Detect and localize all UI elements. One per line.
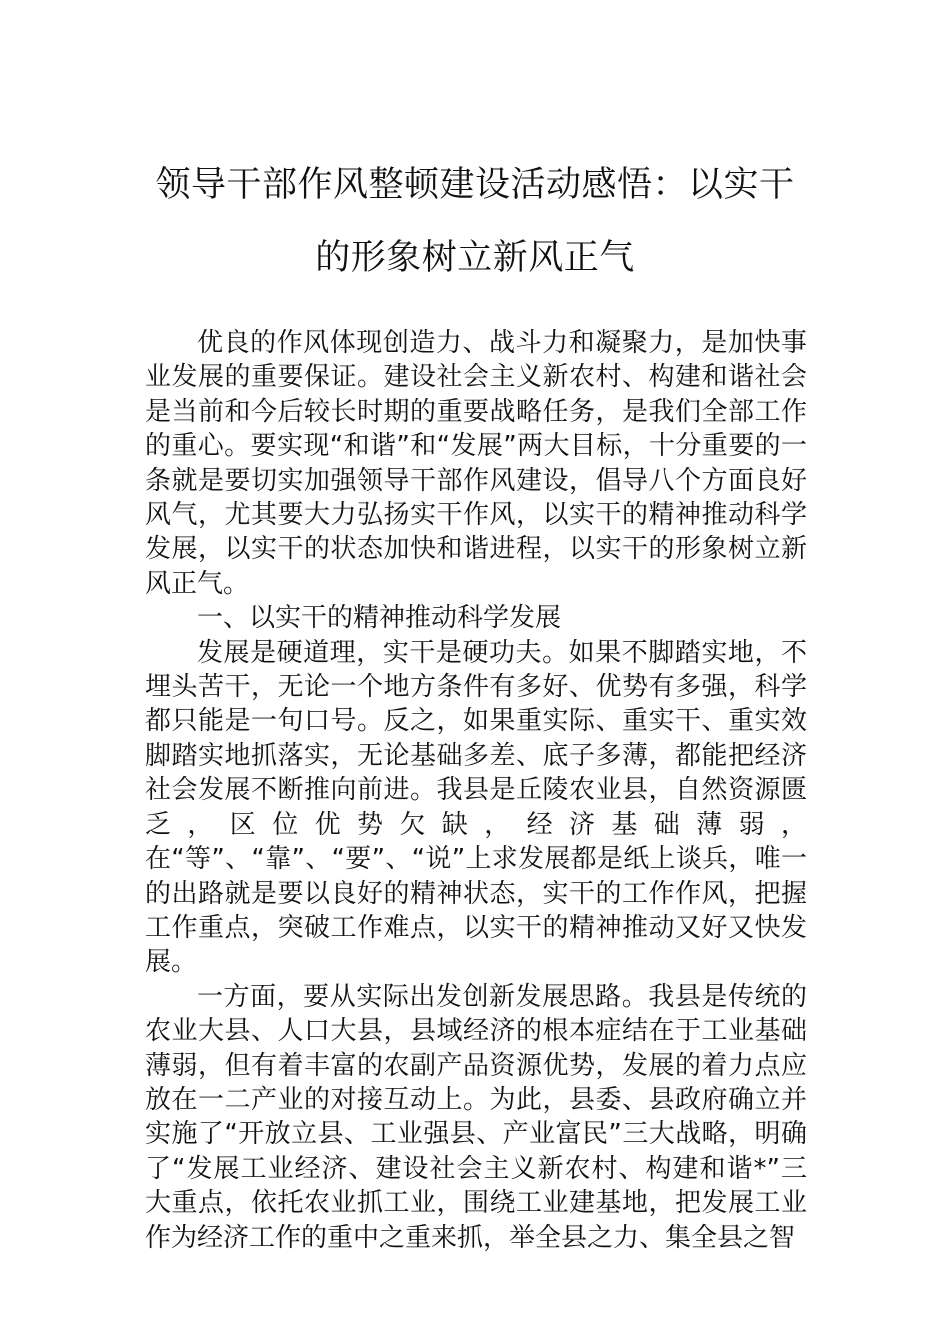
document-body [145,326,807,1255]
document-title-line-2: 的形象树立新风正气 [315,238,635,278]
paragraph-one-aspect: 一方面，要从实际出发创新发展思路。我县是传统的农业大县、人口大县，县域经济的根本症结在于工业基础薄弱，但有着丰富的农副产品资源优势，发展的着力点应放在一二产业的对接互动上。为此，县委、县政府确立并实施了“开放立县、工业强县、产业富民”三大战略，明确了“发展工业经济、建设社会主义新农村、构建和谐*”三大重点，依托农业抓工业，围绕工业建基地，把发展工业作为经济工作的重中之重来抓，举全县之力、集全县之智 [145,981,807,1253]
paragraph-intro: 优良的作风体现创造力、战斗力和凝聚力，是加快事业发展的重要保证。建设社会主义新农村、构建和谐社会是当前和今后较长时期的重要战略任务，是我们全部工作的重心。要实现“和谐”和“发展”两大目标，十分重要的一条就是要切实加强领导干部作风建设，倡导八个方面良好风气，尤其要大力弘扬实干作风，以实干的精神推动科学发展，以实干的状态加快和谐进程，以实干的形象树立新风正气。 [145,328,807,599]
section-heading-1: 一、以实干的精神推动科学发展 [197,603,562,634]
document-title-line-1: 领导干部作风整顿建设活动感悟：以实干 [155,165,795,205]
paragraph-development: 发展是硬道理，实干是硬功夫。如果不脚踏实地，不埋头苦干，无论一个地方条件有多好、优势有多强，科学都只能是一句口号。反之，如果重实际、重实干、重实效脚踏实地抓落实，无论基础多差、底子多薄，都能把经济社会发展不断推向前进。我县是丘陵农业县，自然资源匮乏，区位优势欠缺，经济基础薄弱，在“等”、“靠”、“要”、“说”上求发展都是纸上谈兵，唯一的出路就是要以良好的精神状态，实干的工作作风，把握工作重点，突破工作难点，以实干的精神推动又好又快发展。 [145,637,807,978]
